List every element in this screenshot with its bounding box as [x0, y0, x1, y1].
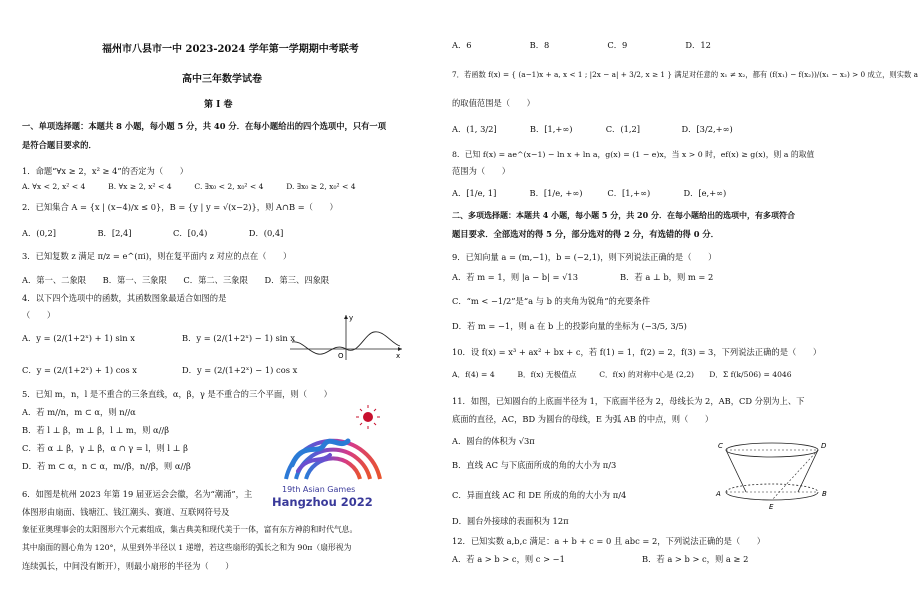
sun-icon — [363, 412, 373, 422]
exam-title: 福州市八县市一中 2023-2024 学年第一学期期中考联考 — [102, 44, 359, 55]
lower-base-front — [726, 492, 818, 500]
function-graph — [288, 312, 406, 362]
question-11-option-c: C．异面直线 AC 和 DE 所成的角的大小为 π/4 — [452, 490, 627, 500]
question-3-options: A．第一、二象限 B．第一、三象限 C．第二、三象限 D．第三、四象限 — [22, 275, 330, 285]
graph-y-arrow — [344, 315, 348, 319]
label-c: C — [718, 442, 723, 450]
question-4-option-b: B．y = (2/(1+2ˣ) − 1) sin x — [182, 333, 296, 343]
logo-city-text: Hangzhou 2022 — [272, 495, 373, 509]
label-d: D — [821, 442, 827, 450]
asian-games-logo — [268, 405, 398, 515]
graph-y-label: y — [349, 314, 354, 322]
question-5-option-c: C．若 α ⊥ β，γ ⊥ β，α ∩ γ = l，则 l ⊥ β — [22, 443, 188, 453]
segment-de — [772, 450, 818, 500]
question-8-options: A．[1/e, 1] B．[1/e, +∞) C．[1,+∞) D．[e,+∞) — [452, 188, 727, 198]
question-10-options: A．f(4) = 4 B．f(x) 无极值点 C．f(x) 的对称中心是 (2,2) D．Σ f(k/506) = 4046 — [452, 370, 792, 379]
section1-instruction: 一、单项选择题：本题共 8 小题，每小题 5 分，共 40 分．在每小题给出的四个选项中，只有一项 — [22, 121, 387, 131]
question-4: 4．以下四个选项中的函数，其函数图象最适合如图的是 — [22, 293, 227, 303]
question-6-line4: 其中扇面的圆心角为 120°，从里到外半径以 1 递增，若这些扇形的弧长之和为 90π（扇形视为 — [22, 543, 352, 552]
frustum-figure — [710, 436, 836, 512]
question-1-options: A. ∀x < 2, x² < 4 B. ∀x ≥ 2, x² < 4 C. ∃x₀ < 2, x₀² < 4 D. ∃x₀ ≥ 2, x₀² < 4 — [22, 182, 356, 191]
question-2-options: A．(0,2] B．[2,4] C．[0,4) D．(0,4] — [22, 228, 284, 238]
section2-instruction: 二、多项选择题：本题共 4 小题，每小题 5 分，共 20 分．在每小题给出的选项中，有多项符合 — [452, 210, 795, 220]
question-5-option-d: D．若 m ⊂ α，n ⊂ α，m//β，n//β，则 α//β — [22, 461, 191, 471]
question-11-line2: 底面的直径，AC，BD 为圆台的母线，E 为弧 AB 的中点，则（ ） — [452, 414, 714, 424]
graph-x-label: x — [396, 352, 401, 360]
question-4-option-d: D．y = (2/(1+2ˣ) − 1) cos x — [182, 365, 298, 375]
lower-base-back — [726, 484, 818, 492]
question-4-option-c: C．y = (2/(1+2ˣ) + 1) cos x — [22, 365, 137, 375]
question-5-option-b: B．若 l ⊥ β，m ⊥ β，l ⊥ m，则 α//β — [22, 425, 170, 435]
label-e: E — [769, 503, 774, 511]
question-6-line2: 体图形由扇面、钱塘江、钱江潮头、赛道、互联网符号及 — [22, 507, 230, 517]
label-a: A — [716, 490, 721, 498]
question-6-line3: 象征亚奥理事会的太阳图形六个元素组成，集古典美和现代美于一体，富有东方神韵和时代气息。 — [22, 525, 358, 534]
question-12-option-b: B．若 a > b > c，则 a ≥ 2 — [642, 554, 749, 564]
question-9-option-d: D．若 m = −1，则 a 在 b 上的投影向量的坐标为 (−3/5, 3/5) — [452, 321, 687, 331]
question-5: 5．已知 m，n，l 是不重合的三条直线，α，β，γ 是不重合的三个平面，则（ ） — [22, 389, 332, 399]
logo-english-text: 19th Asian Games — [282, 485, 356, 494]
question-3: 3．已知复数 z 满足 π/z = e^(πi)，则在复平面内 z 对应的点在（ ） — [22, 251, 292, 261]
part-heading: 第 I 卷 — [204, 100, 233, 110]
question-11-option-a: A．圆台的体积为 √3π — [452, 436, 535, 446]
section2-instruction-cont: 题目要求．全部选对的得 5 分，部分选对的得 2 分，有选错的得 0 分． — [452, 229, 719, 239]
question-8: 8．已知 f(x) = ae^(x−1) − ln x + ln a，g(x) = (1 − e)x，当 x > 0 时，ef(x) ≥ g(x)，则 a 的取值 — [452, 150, 815, 159]
generatrix-right — [798, 450, 818, 492]
graph-origin-label: O — [338, 352, 344, 360]
section1-instruction-cont: 是符合题目要求的． — [22, 140, 97, 150]
question-4-paren: （ ） — [22, 310, 56, 320]
question-4-option-a: A．y = (2/(1+2ˣ) + 1) sin x — [22, 333, 135, 343]
question-12: 12．已知实数 a,b,c 满足：a + b + c = 0 且 abc = 2，下列说法正确的是（ ） — [452, 536, 766, 546]
question-5-option-a: A．若 m//n，m ⊂ α，则 n//α — [22, 407, 136, 417]
graph-x-arrow — [398, 347, 402, 351]
question-2: 2．已知集合 A = {x | (x−4)/x ≤ 0}，B = {y | y = √(x−2)}，则 A∩B =（ ） — [22, 202, 338, 212]
question-6-line5: 连续弧长，中间没有断开），则最小扇形的半径为（ ） — [22, 561, 234, 571]
question-1: 1．命题“∀x ≥ 2，x² ≥ 4”的否定为（ ） — [22, 166, 189, 176]
question-11-option-d: D．圆台外接球的表面积为 12π — [452, 516, 569, 526]
question-7: 7．若函数 f(x) = { (a−1)x + a, x < 1 ; |2x − a| + 3/2, x ≥ 1 } 满足对任意的 x₁ ≠ x₂，都有 (f(x₁) − f(x₂))/(x₁ − x₂) > 0 成立，则实数 a — [452, 70, 918, 79]
question-9-option-a: A．若 m = 1，则 |a − b| = √13 — [452, 272, 578, 282]
question-12-option-a: A．若 a > b > c，则 c > −1 — [452, 554, 565, 564]
question-7-options: A．(1, 3/2] B．[1,+∞) C．(1,2] D．[3/2,+∞) — [452, 124, 733, 134]
question-6-line1: 6．如图是杭州 2023 年第 19 届亚运会会徽，名为“潮涌”，主 — [22, 489, 253, 499]
question-9-option-b: B．若 a ⊥ b，则 m = 2 — [620, 272, 714, 282]
question-6-options: A．6 B．8 C．9 D．12 — [452, 40, 711, 50]
generatrix-left — [726, 450, 746, 492]
question-11-line1: 11．如图，已知圆台的上底面半径为 1，下底面半径为 2，母线长为 2，AB，CD 分别为上、下 — [452, 396, 805, 406]
label-b: B — [822, 490, 827, 498]
question-11-option-b: B．直线 AC 与下底面所成的角的大小为 π/3 — [452, 460, 617, 470]
question-10: 10．设 f(x) = x³ + ax² + bx + c，若 f(1) = 1，f(2) = 2，f(3) = 3，下列说法正确的是（ ） — [452, 347, 822, 357]
question-8-cont: 范围为（ ） — [452, 166, 511, 176]
logo-emblem — [268, 405, 398, 483]
exam-subtitle: 高中三年数学试卷 — [182, 74, 262, 85]
question-9: 9．已知向量 a = (m,−1)，b = (−2,1)，则下列说法正确的是（ ） — [452, 252, 717, 262]
question-9-option-c: C．“m < −1/2”是“a 与 b 的夹角为锐角”的充要条件 — [452, 296, 651, 306]
question-7-cont: 的取值范围是（ ） — [452, 98, 535, 108]
